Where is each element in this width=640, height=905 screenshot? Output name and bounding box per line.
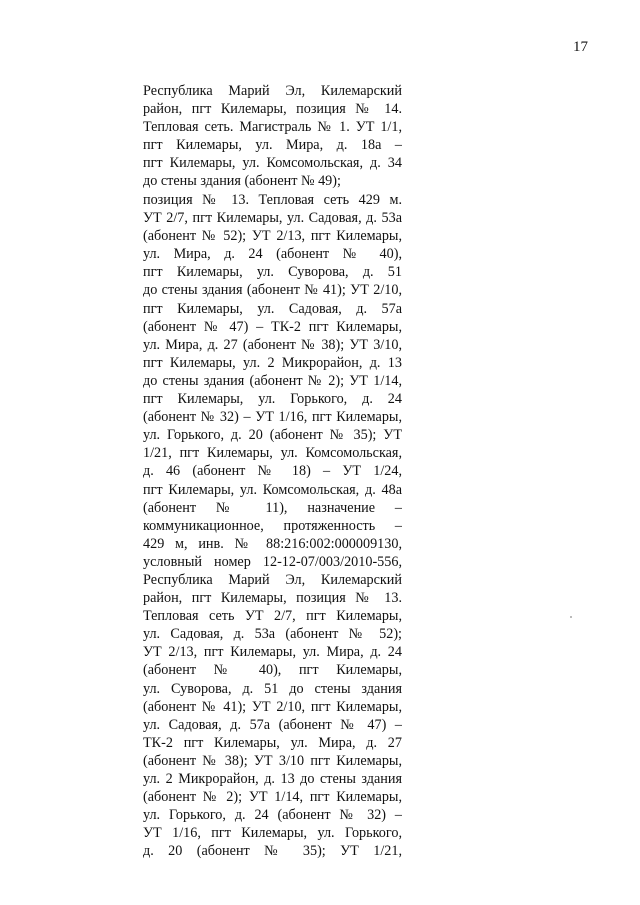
text-line: ул. Мира, д. 24 (абонент № 40), [143, 246, 402, 263]
text-line: д. 46 (абонент № 18) – УТ 1/24, [143, 463, 402, 480]
text-line: до стены здания (абонент № 2); УТ 1/14, [143, 372, 402, 389]
text-line: ул. Суворова, д. 51 до стены здания [143, 680, 402, 697]
text-line: ул. Горького, д. 20 (абонент № 35); УТ [143, 427, 402, 444]
text-line: (абонент № 38); УТ 3/10 пгт Килемары, [143, 752, 402, 769]
text-line: пгт Килемары, ул. Комсомольская, д. 48а [143, 481, 402, 498]
text-line: (абонент № 32) – УТ 1/16, пгт Килемары, [143, 409, 402, 426]
text-line: пгт Килемары, ул. Садовая, д. 57а [143, 300, 402, 317]
text-line: ул. Садовая, д. 57а (абонент № 47) – [143, 716, 402, 733]
text-line: пгт Килемары, ул. Мира, д. 18а – [143, 137, 402, 154]
text-line: пгт Килемары, ул. Горького, д. 24 [143, 391, 402, 408]
text-line: Республика Марий Эл, Килемарский [143, 571, 402, 588]
text-line: Тепловая сеть УТ 2/7, пгт Килемары, [143, 608, 402, 625]
text-line: ул. Горького, д. 24 (абонент № 32) – [143, 807, 402, 824]
text-block-2 [143, 191, 402, 860]
text-line: Тепловая сеть. Магистраль № 1. УТ 1/1, [143, 119, 402, 136]
text-line: район, пгт Килемары, позиция № 14. [143, 101, 402, 118]
text-line: УТ 1/16, пгт Килемары, ул. Горького, [143, 825, 402, 842]
text-line: 429 м, инв. № 88:216:002:000009130, [143, 535, 402, 552]
text-line: д. 20 (абонент № 35); УТ 1/21, [143, 843, 402, 860]
text-line: (абонент № 11), назначение – [143, 499, 402, 516]
text-block-1 [143, 82, 402, 191]
text-line: УТ 2/13, пгт Килемары, ул. Мира, д. 24 [143, 644, 402, 661]
text-line: УТ 2/7, пгт Килемары, ул. Садовая, д. 53а [143, 210, 402, 227]
text-line: пгт Килемары, ул. Суворова, д. 51 [143, 264, 402, 281]
text-line: (абонент № 41); УТ 2/10, пгт Килемары, [143, 698, 402, 715]
text-line: (абонент № 2); УТ 1/14, пгт Килемары, [143, 789, 402, 806]
text-line: ТК-2 пгт Килемары, ул. Мира, д. 27 [143, 734, 402, 751]
text-line: Республика Марий Эл, Килемарский [143, 83, 402, 99]
page-number: 17 [573, 39, 588, 55]
text-line: коммуникационное, протяженность – [143, 517, 402, 534]
text-line: пгт Килемары, ул. 2 Микрорайон, д. 13 [143, 354, 402, 371]
text-line: позиция № 13. Тепловая сеть 429 м. [143, 192, 402, 208]
text-line: ул. 2 Микрорайон, д. 13 до стены здания [143, 771, 402, 787]
text-line: ул. Мира, д. 27 (абонент № 38); УТ 3/10, [143, 336, 402, 353]
text-line: ул. Садовая, д. 53а (абонент № 52); [143, 626, 402, 643]
text-line: условный номер 12-12-07/003/2010-556, [143, 553, 402, 570]
text-line: (абонент № 40), пгт Килемары, [143, 662, 402, 679]
text-line: район, пгт Килемары, позиция № 13. [143, 590, 402, 607]
scan-speck [570, 616, 572, 618]
text-line: (абонент № 52); УТ 2/13, пгт Килемары, [143, 228, 402, 245]
text-line: пгт Килемары, ул. Комсомольская, д. 34 [143, 155, 402, 172]
text-line: 1/21, пгт Килемары, ул. Комсомольская, [143, 445, 402, 462]
text-line: до стены здания (абонент № 49); [143, 173, 341, 190]
text-line: (абонент № 47) – ТК-2 пгт Килемары, [143, 318, 402, 335]
text-line: до стены здания (абонент № 41); УТ 2/10, [143, 282, 402, 299]
